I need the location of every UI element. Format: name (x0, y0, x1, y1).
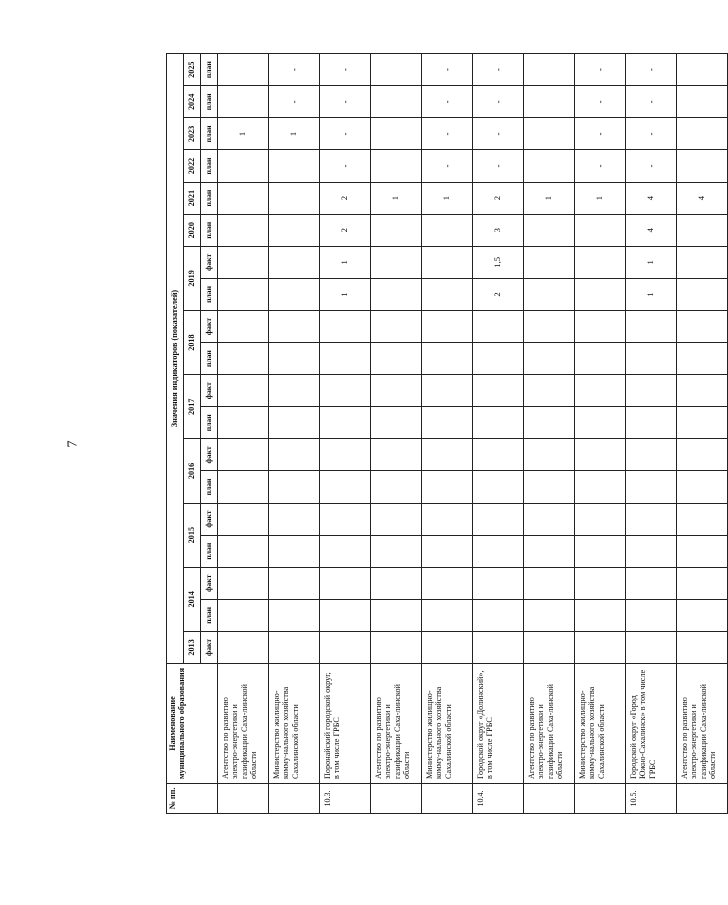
value-cell: - (575, 86, 626, 118)
value-cell: 4 (677, 182, 728, 214)
value-cell (524, 599, 575, 631)
value-cell (524, 150, 575, 182)
value-cell (524, 535, 575, 567)
value-cell (524, 503, 575, 535)
fact-subheader: факт (201, 631, 218, 663)
value-cell (677, 150, 728, 182)
table-row (575, 54, 626, 814)
row-number (677, 784, 728, 814)
value-cell (626, 407, 677, 439)
value-cell: - (473, 54, 524, 86)
table-row (218, 54, 269, 814)
value-cell (677, 503, 728, 535)
value-cell (218, 86, 269, 118)
value-cell (422, 407, 473, 439)
value-cell: - (320, 150, 371, 182)
value-cell (371, 631, 422, 663)
year-header: 2023 (184, 118, 201, 150)
value-cell (320, 407, 371, 439)
header-name: Наименование муниципального образования (167, 664, 218, 784)
value-cell (371, 86, 422, 118)
value-cell (371, 407, 422, 439)
value-cell (422, 471, 473, 503)
value-cell: 1 (320, 278, 371, 310)
value-cell (269, 407, 320, 439)
value-cell (473, 407, 524, 439)
value-cell (320, 503, 371, 535)
value-cell (218, 182, 269, 214)
value-cell: 1 (422, 182, 473, 214)
value-cell (575, 599, 626, 631)
value-cell (677, 86, 728, 118)
table-row (677, 54, 728, 814)
fact-subheader: факт (201, 246, 218, 278)
value-cell (218, 535, 269, 567)
value-cell (269, 439, 320, 471)
value-cell: 1,5 (473, 246, 524, 278)
value-cell (473, 599, 524, 631)
value-cell (626, 535, 677, 567)
plan-subheader: план (201, 150, 218, 182)
fact-subheader: факт (201, 567, 218, 599)
plan-subheader: план (201, 343, 218, 375)
value-cell (422, 439, 473, 471)
value-cell: 4 (626, 182, 677, 214)
value-cell: 1 (269, 118, 320, 150)
value-cell (371, 150, 422, 182)
value-cell: 2 (473, 182, 524, 214)
row-number: 10.5. (626, 784, 677, 814)
value-cell (320, 439, 371, 471)
row-name: Агентство по развитию электро-энергетики и газификации Саха-линской области (218, 664, 269, 784)
value-cell (320, 535, 371, 567)
row-number (269, 784, 320, 814)
value-cell (575, 631, 626, 663)
value-cell: - (320, 86, 371, 118)
value-cell (371, 343, 422, 375)
value-cell (269, 150, 320, 182)
value-cell (269, 182, 320, 214)
fact-subheader: факт (201, 503, 218, 535)
year-header: 2019 (184, 246, 201, 310)
value-cell (677, 375, 728, 407)
value-cell (269, 246, 320, 278)
value-cell (218, 631, 269, 663)
value-cell (218, 599, 269, 631)
plan-subheader: план (201, 407, 218, 439)
plan-subheader: план (201, 182, 218, 214)
year-header: 2018 (184, 310, 201, 374)
value-cell (524, 567, 575, 599)
value-cell (575, 503, 626, 535)
value-cell (524, 407, 575, 439)
value-cell (422, 631, 473, 663)
value-cell (269, 599, 320, 631)
row-number: 10.3. (320, 784, 371, 814)
value-cell (575, 310, 626, 342)
value-cell (371, 599, 422, 631)
row-name: Министерство жилищно-комму-нального хозяйства Сахалинской области (422, 664, 473, 784)
value-cell (218, 54, 269, 86)
value-cell: - (575, 150, 626, 182)
value-cell (524, 118, 575, 150)
value-cell (524, 310, 575, 342)
value-cell (320, 471, 371, 503)
row-name: Агентство по развитию электро-энергетики и газификации Саха-линской области (524, 664, 575, 784)
value-cell: - (422, 86, 473, 118)
value-cell: 1 (218, 118, 269, 150)
year-header: 2017 (184, 375, 201, 439)
year-header: 2014 (184, 567, 201, 631)
value-cell (269, 631, 320, 663)
value-cell (371, 278, 422, 310)
value-cell: - (626, 118, 677, 150)
value-cell (371, 439, 422, 471)
value-cell: 1 (371, 182, 422, 214)
value-cell: - (320, 118, 371, 150)
value-cell: - (320, 54, 371, 86)
row-name: Министерство жилищно-комму-нального хозяйства Сахалинской области (269, 664, 320, 784)
value-cell (269, 278, 320, 310)
value-cell (218, 343, 269, 375)
value-cell (218, 503, 269, 535)
value-cell (218, 246, 269, 278)
value-cell: - (473, 150, 524, 182)
value-cell (218, 278, 269, 310)
value-cell (626, 310, 677, 342)
value-cell: - (473, 118, 524, 150)
value-cell (422, 214, 473, 246)
row-number (575, 784, 626, 814)
value-cell (371, 54, 422, 86)
value-cell (575, 407, 626, 439)
value-cell (422, 375, 473, 407)
row-name: Агентство по развитию электро-энергетики и газификации Саха-линской области (371, 664, 422, 784)
value-cell (677, 54, 728, 86)
value-cell: 1 (626, 246, 677, 278)
value-cell (473, 471, 524, 503)
value-cell (422, 246, 473, 278)
value-cell (677, 535, 728, 567)
value-cell (575, 343, 626, 375)
value-cell (575, 375, 626, 407)
value-cell (524, 343, 575, 375)
value-cell (677, 567, 728, 599)
value-cell (524, 214, 575, 246)
value-cell: - (473, 86, 524, 118)
value-cell (677, 439, 728, 471)
value-cell (575, 567, 626, 599)
value-cell (677, 278, 728, 310)
value-cell (371, 118, 422, 150)
value-cell (626, 503, 677, 535)
year-header: 2022 (184, 150, 201, 182)
value-cell: - (575, 54, 626, 86)
value-cell: 3 (473, 214, 524, 246)
value-cell (677, 214, 728, 246)
plan-subheader: план (201, 535, 218, 567)
value-cell: - (422, 150, 473, 182)
value-cell (269, 375, 320, 407)
table-row (422, 54, 473, 814)
value-cell (371, 214, 422, 246)
value-cell (422, 278, 473, 310)
value-cell (473, 439, 524, 471)
value-cell (422, 535, 473, 567)
value-cell (677, 343, 728, 375)
table-row (524, 54, 575, 814)
value-cell (524, 439, 575, 471)
value-cell (320, 343, 371, 375)
value-cell (473, 535, 524, 567)
value-cell (473, 310, 524, 342)
table-row (473, 54, 524, 814)
value-cell: 1 (575, 182, 626, 214)
value-cell (320, 375, 371, 407)
row-name: Городской округ «Город Южно-Сахалинск» в том числе ГРБС (626, 664, 677, 784)
row-number: 10.4. (473, 784, 524, 814)
value-cell (473, 343, 524, 375)
value-cell (524, 471, 575, 503)
header-no: № пп. (167, 784, 218, 814)
value-cell (269, 567, 320, 599)
value-cell (218, 214, 269, 246)
value-cell: 1 (320, 246, 371, 278)
table-row (626, 54, 677, 814)
value-cell (677, 471, 728, 503)
header-indicators: Значения индикаторов (показателей) (167, 54, 184, 664)
value-cell: - (422, 118, 473, 150)
value-cell: - (422, 54, 473, 86)
table-row (371, 54, 422, 814)
table-row (269, 54, 320, 814)
value-cell: - (626, 54, 677, 86)
value-cell (269, 471, 320, 503)
plan-subheader: план (201, 118, 218, 150)
row-name: Агентство по развитию электро-энергетики и газификации Саха-линской области (677, 664, 728, 784)
fact-subheader: факт (201, 310, 218, 342)
value-cell: 2 (320, 182, 371, 214)
value-cell (473, 503, 524, 535)
plan-subheader: план (201, 278, 218, 310)
row-number (371, 784, 422, 814)
value-cell (575, 535, 626, 567)
value-cell (626, 343, 677, 375)
value-cell (371, 471, 422, 503)
fact-subheader: факт (201, 375, 218, 407)
value-cell: 1 (626, 278, 677, 310)
value-cell (371, 567, 422, 599)
value-cell (626, 567, 677, 599)
value-cell (269, 310, 320, 342)
row-name: Поронайский городской округ, в том числе ГРБС (320, 664, 371, 784)
value-cell: 1 (524, 182, 575, 214)
row-number (524, 784, 575, 814)
row-name: Министерство жилищно-комму-нального хозяйства Сахалинской области (575, 664, 626, 784)
value-cell (677, 631, 728, 663)
value-cell: - (269, 86, 320, 118)
value-cell: - (626, 150, 677, 182)
value-cell (422, 503, 473, 535)
year-header: 2013 (184, 631, 201, 663)
plan-subheader: план (201, 86, 218, 118)
row-number (422, 784, 473, 814)
value-cell (626, 471, 677, 503)
plan-subheader: план (201, 599, 218, 631)
year-header: 2024 (184, 86, 201, 118)
value-cell (677, 246, 728, 278)
value-cell (371, 535, 422, 567)
value-cell (575, 214, 626, 246)
value-cell: 4 (626, 214, 677, 246)
value-cell (626, 439, 677, 471)
value-cell (473, 375, 524, 407)
value-cell (422, 567, 473, 599)
page-number: 7 (65, 440, 81, 448)
value-cell (371, 246, 422, 278)
value-cell (575, 471, 626, 503)
value-cell (677, 310, 728, 342)
value-cell (269, 535, 320, 567)
value-cell: - (626, 86, 677, 118)
year-header: 2020 (184, 214, 201, 246)
value-cell (269, 214, 320, 246)
value-cell (218, 439, 269, 471)
year-header: 2016 (184, 439, 201, 503)
row-name: Городской округ «Долинский», в том числе ГРБС (473, 664, 524, 784)
row-number (218, 784, 269, 814)
value-cell (218, 567, 269, 599)
plan-subheader: план (201, 214, 218, 246)
value-cell (320, 631, 371, 663)
value-cell (524, 54, 575, 86)
value-cell (269, 503, 320, 535)
value-cell (218, 407, 269, 439)
rotated-table-container (166, 54, 718, 814)
value-cell (626, 631, 677, 663)
plan-subheader: план (201, 54, 218, 86)
value-cell (218, 471, 269, 503)
value-cell (524, 631, 575, 663)
value-cell (524, 278, 575, 310)
value-cell: - (269, 54, 320, 86)
value-cell (371, 310, 422, 342)
value-cell (473, 631, 524, 663)
value-cell (218, 150, 269, 182)
year-header: 2015 (184, 503, 201, 567)
year-header: 2025 (184, 54, 201, 86)
plan-subheader: план (201, 471, 218, 503)
value-cell (320, 310, 371, 342)
value-cell (575, 439, 626, 471)
value-cell (320, 567, 371, 599)
value-cell (524, 86, 575, 118)
value-cell (575, 246, 626, 278)
value-cell: 2 (473, 278, 524, 310)
value-cell (626, 599, 677, 631)
value-cell (575, 278, 626, 310)
value-cell: - (575, 118, 626, 150)
value-cell (422, 310, 473, 342)
value-cell (524, 375, 575, 407)
value-cell (218, 310, 269, 342)
value-cell (269, 343, 320, 375)
value-cell: 2 (320, 214, 371, 246)
value-cell (473, 567, 524, 599)
value-cell (218, 375, 269, 407)
year-header: 2021 (184, 182, 201, 214)
value-cell (677, 118, 728, 150)
value-cell (677, 599, 728, 631)
value-cell (422, 599, 473, 631)
value-cell (626, 375, 677, 407)
table-row (320, 54, 371, 814)
indicators-table (166, 53, 728, 814)
value-cell (677, 407, 728, 439)
value-cell (320, 599, 371, 631)
value-cell (422, 343, 473, 375)
fact-subheader: факт (201, 439, 218, 471)
value-cell (371, 503, 422, 535)
value-cell (524, 246, 575, 278)
value-cell (371, 375, 422, 407)
